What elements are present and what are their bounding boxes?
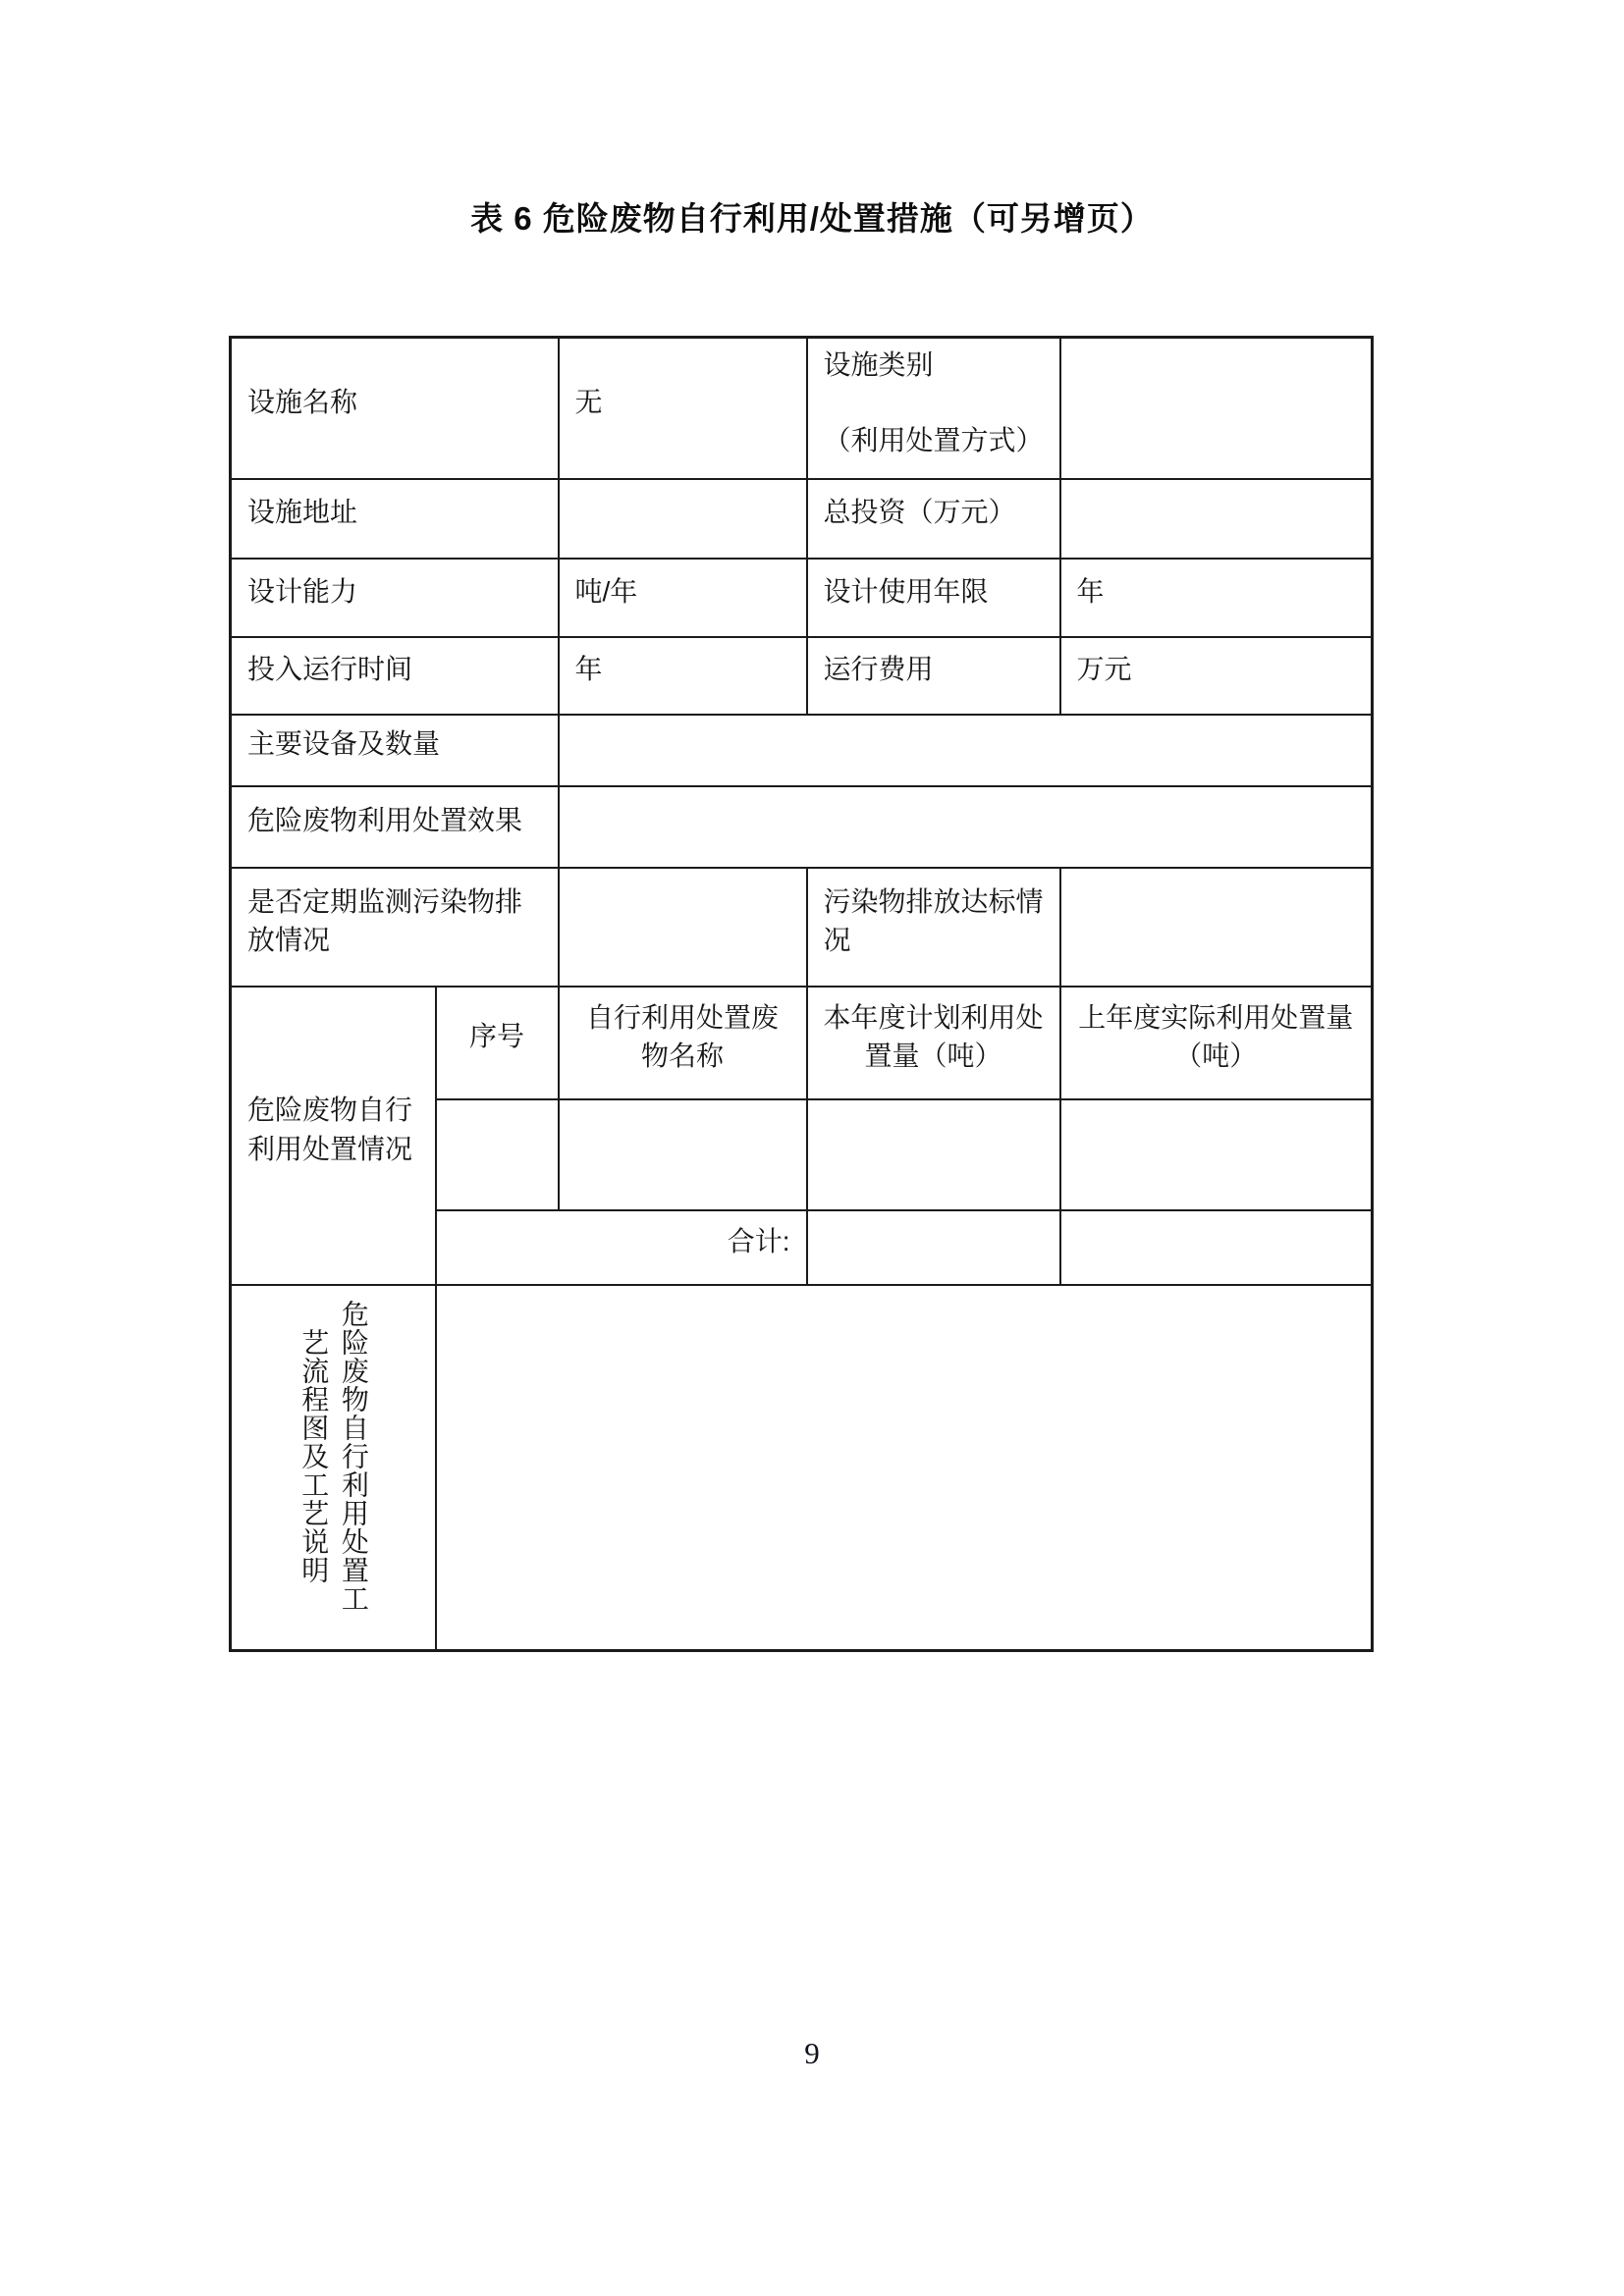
process-flow-label-cell — [231, 1285, 436, 1651]
pollutant-compliance-value — [1060, 868, 1373, 987]
row-self-disposal-header — [231, 987, 1373, 1099]
entry-seq — [436, 1099, 559, 1210]
main-equipment-value — [559, 715, 1373, 786]
row-disposal-effect — [231, 786, 1373, 868]
operation-start-time-label: 投入运行时间 — [231, 637, 559, 715]
operating-cost-value: 万元 — [1060, 637, 1373, 715]
col-header-planned-amount: 本年度计划利用处置量（吨） — [807, 987, 1060, 1099]
process-flow-label-line2: 艺流程图及工艺说明 — [298, 1328, 330, 1584]
total-actual-amount — [1060, 1210, 1373, 1285]
design-service-life-value: 年 — [1060, 559, 1373, 637]
row-facility-name — [231, 338, 1373, 479]
total-investment-label: 总投资（万元） — [807, 479, 1060, 559]
row-facility-address — [231, 479, 1373, 559]
utilization-disposal-effect-value — [559, 786, 1373, 868]
entry-actual-amount — [1060, 1099, 1373, 1210]
pollutant-compliance-label: 污染物排放达标情况 — [807, 868, 1060, 987]
row-main-equipment — [231, 715, 1373, 786]
design-service-life-label: 设计使用年限 — [807, 559, 1060, 637]
row-operation-start — [231, 637, 1373, 715]
process-flow-content — [436, 1285, 1373, 1651]
main-equipment-label: 主要设备及数量 — [231, 715, 559, 786]
col-header-seq: 序号 — [436, 987, 559, 1099]
pollutant-monitoring-value — [559, 868, 807, 987]
facility-name-label: 设施名称 — [231, 338, 559, 479]
operating-cost-label: 运行费用 — [807, 637, 1060, 715]
facility-category-label-line1: 设施类别 — [823, 348, 934, 380]
row-design-capacity — [231, 559, 1373, 637]
facility-address-value — [559, 479, 807, 559]
facility-category-label-cell — [807, 338, 1060, 479]
pollutant-monitoring-label: 是否定期监测污染物排放情况 — [231, 868, 559, 987]
entry-planned-amount — [807, 1099, 1060, 1210]
row-process-flow — [231, 1285, 1373, 1651]
self-disposal-section-label: 危险废物自行利用处置情况 — [231, 987, 436, 1285]
col-header-actual-amount: 上年度实际利用处置量（吨） — [1060, 987, 1373, 1099]
row-pollutant-monitoring — [231, 868, 1373, 987]
utilization-disposal-effect-label: 危险废物利用处置效果 — [231, 786, 559, 868]
total-label: 合计: — [436, 1210, 807, 1285]
facility-category-label-line2: （利用处置方式） — [823, 424, 1044, 455]
operation-start-time-value: 年 — [559, 637, 807, 715]
process-flow-label-line1: 危险废物自行利用处置工 — [338, 1300, 369, 1613]
facility-category-value — [1060, 338, 1373, 479]
hazardous-waste-self-disposal-table — [229, 336, 1374, 1652]
col-header-waste-name: 自行利用处置废物名称 — [559, 987, 807, 1099]
facility-name-value: 无 — [559, 338, 807, 479]
entry-waste-name — [559, 1099, 807, 1210]
total-investment-value — [1060, 479, 1373, 559]
process-flow-label — [294, 1290, 373, 1624]
design-capacity-value: 吨/年 — [559, 559, 807, 637]
page-number: 9 — [804, 2036, 820, 2070]
facility-address-label: 设施地址 — [231, 479, 559, 559]
total-planned-amount — [807, 1210, 1060, 1285]
design-capacity-label: 设计能力 — [231, 559, 559, 637]
table-title: 表 6 危险废物自行利用/处置措施（可另增页） — [470, 200, 1154, 237]
